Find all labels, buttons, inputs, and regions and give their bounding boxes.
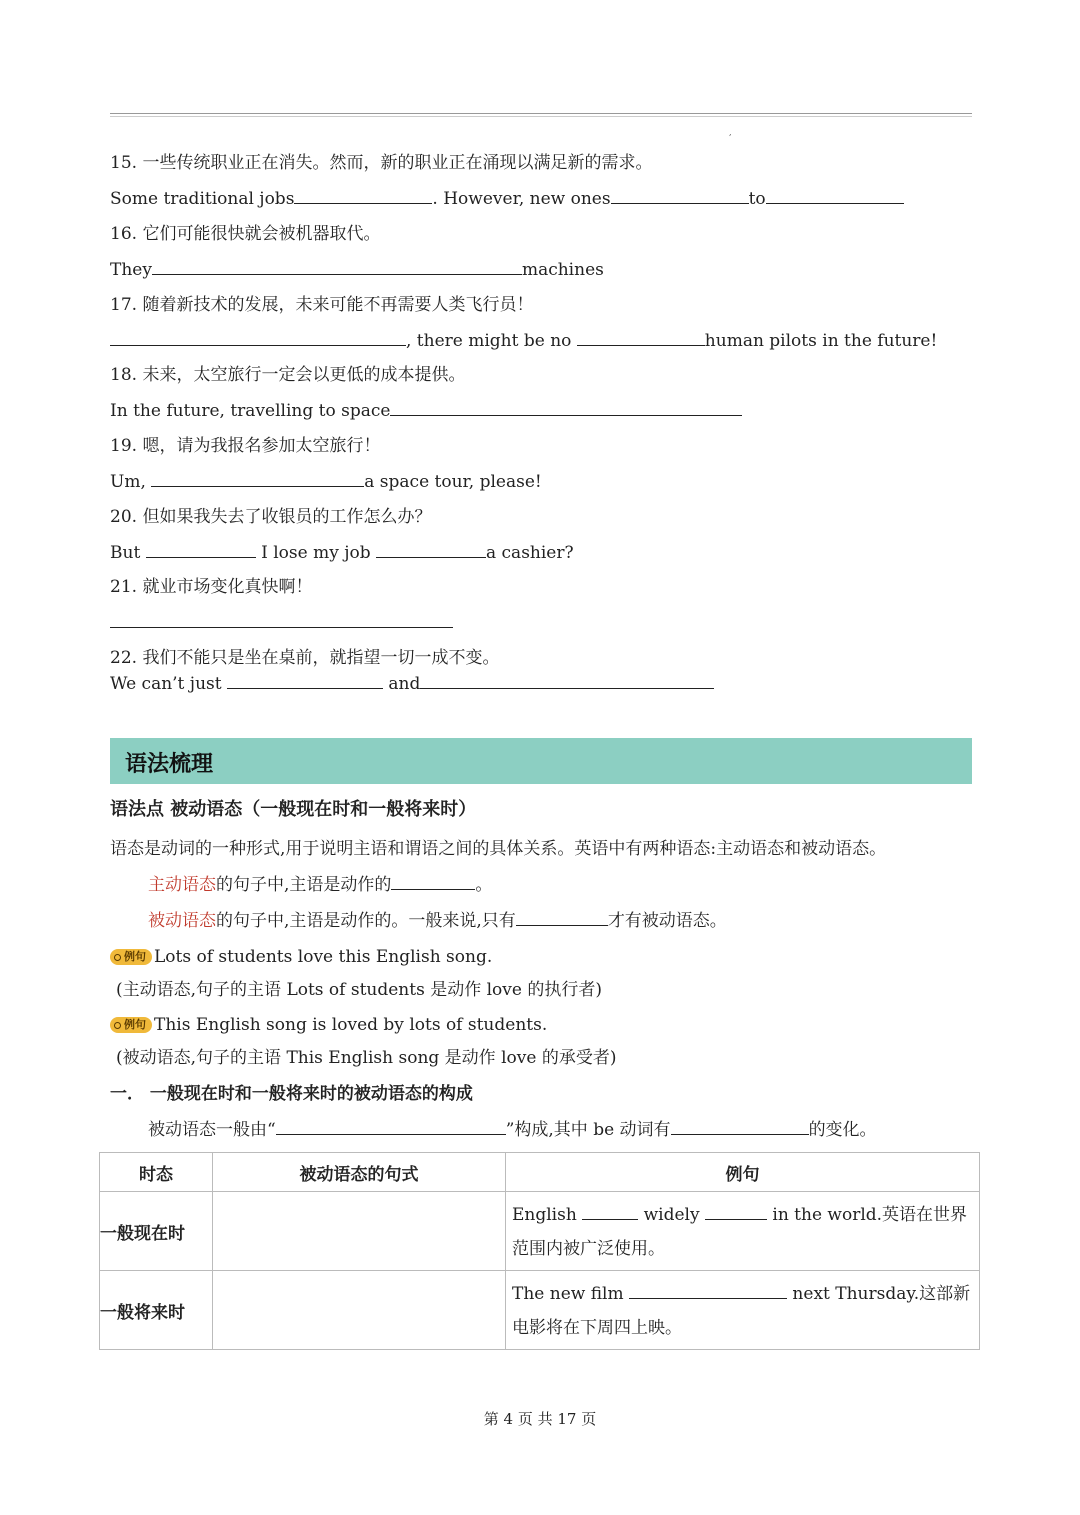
q20-blank-1[interactable] bbox=[146, 543, 256, 558]
q15-chinese: 15. 一些传统职业正在消失。然而，新的职业正在涌现以满足新的需求。 bbox=[110, 153, 653, 173]
active-voice-term: 主动语态 bbox=[148, 875, 216, 895]
q17-blank-1[interactable] bbox=[110, 331, 406, 346]
q15-blank-1[interactable] bbox=[294, 189, 432, 204]
q18-english: In the future, travelling to space bbox=[110, 400, 742, 422]
q18-chinese: 18. 未来，太空旅行一定会以更低的成本提供。 bbox=[110, 365, 466, 385]
row2-blank[interactable] bbox=[629, 1284, 787, 1299]
construct-line: 被动语态一般由“ ”构成,其中 be 动词有 的变化。 bbox=[148, 1120, 877, 1140]
grammar-intro: 语态是动词的一种形式,用于说明主语和谓语之间的具体关系。英语中有两种语态:主动语态和被动语态。 bbox=[110, 839, 887, 859]
q21-chinese: 21. 就业市场变化真快啊！ bbox=[110, 577, 313, 597]
header-tense: 时态 bbox=[100, 1153, 213, 1192]
example-2: 例句 This English song is loved by lots of students. bbox=[110, 1014, 547, 1036]
tense-cell: 一般将来时 bbox=[100, 1271, 213, 1350]
q17-chinese: 17. 随着新技术的发展，未来可能不再需要人类飞行员！ bbox=[110, 295, 534, 315]
table-header-row bbox=[100, 1153, 980, 1192]
construct-blank-1[interactable] bbox=[276, 1120, 506, 1135]
page-footer: 第 4 页 共 17 页 bbox=[483, 1410, 597, 1428]
grammar-point-title: 语法点 被动语态（一般现在时和一般将来时） bbox=[110, 799, 477, 820]
row1-blank-2[interactable] bbox=[705, 1205, 767, 1220]
q19-english: Um, a space tour, please! bbox=[110, 472, 542, 492]
header-tick: , bbox=[729, 128, 732, 137]
example-badge: 例句 bbox=[110, 1017, 152, 1033]
structure-cell[interactable] bbox=[213, 1192, 506, 1271]
q21-english bbox=[110, 612, 453, 634]
q16-blank[interactable] bbox=[152, 260, 522, 275]
q17-blank-2[interactable] bbox=[577, 331, 705, 346]
construct-blank-2[interactable] bbox=[671, 1120, 809, 1135]
q20-chinese: 20. 但如果我失去了收银员的工作怎么办？ bbox=[110, 507, 432, 527]
q16-english: They machines bbox=[110, 260, 604, 280]
table-row bbox=[100, 1271, 980, 1350]
q16-chinese: 16. 它们可能很快就会被机器取代。 bbox=[110, 224, 381, 244]
header-structure: 被动语态的句式 bbox=[213, 1153, 506, 1192]
passive-voice-line: 被动语态的句子中,主语是动作的。一般来说,只有 才有被动语态。 bbox=[148, 911, 727, 931]
q17-english: , there might be no human pilots in the future! bbox=[110, 330, 937, 352]
q19-chinese: 19. 嗯，请为我报名参加太空旅行！ bbox=[110, 436, 381, 456]
q15-english: Some traditional jobs . However, new ones to bbox=[110, 188, 904, 210]
active-blank[interactable] bbox=[391, 875, 475, 890]
example-1: 例句 Lots of students love this English song. bbox=[110, 946, 492, 968]
tense-cell: 一般现在时 bbox=[100, 1192, 213, 1271]
header-rule-secondary bbox=[110, 116, 972, 117]
passive-voice-term: 被动语态 bbox=[148, 911, 216, 931]
q21-blank[interactable] bbox=[110, 613, 453, 628]
table-row bbox=[100, 1192, 980, 1271]
q19-blank[interactable] bbox=[151, 472, 364, 487]
badge-dot-icon bbox=[114, 954, 121, 961]
section-header-bar bbox=[110, 738, 972, 784]
q18-blank[interactable] bbox=[390, 401, 742, 416]
passive-blank[interactable] bbox=[516, 911, 608, 926]
q20-blank-2[interactable] bbox=[376, 543, 486, 558]
sub-heading: 一． 一般现在时和一般将来时的被动语态的构成 bbox=[110, 1084, 473, 1104]
q15-blank-2[interactable] bbox=[611, 189, 749, 204]
structure-cell[interactable] bbox=[213, 1271, 506, 1350]
example-cell: The new film next Thursday.这部新电影将在下周四上映。 bbox=[506, 1271, 980, 1350]
active-voice-line: 主动语态的句子中,主语是动作的 。 bbox=[148, 875, 493, 895]
q22-chinese: 22. 我们不能只是坐在桌前，就指望一切一成不变。 bbox=[110, 648, 500, 668]
q22-blank-2[interactable] bbox=[420, 674, 714, 689]
section-title: 语法梳理 bbox=[125, 752, 214, 777]
header-watermark bbox=[855, 99, 970, 109]
row1-blank-1[interactable] bbox=[582, 1205, 638, 1220]
example-1-note: (主动语态,句子的主语 Lots of students 是动作 love 的执行者) bbox=[116, 980, 602, 1000]
header-rule bbox=[110, 113, 972, 114]
q20-english: But I lose my job a cashier? bbox=[110, 543, 574, 563]
example-2-note: (被动语态,句子的主语 This English song 是动作 love 的承受者) bbox=[116, 1048, 617, 1068]
q15-blank-3[interactable] bbox=[766, 189, 904, 204]
example-badge: 例句 bbox=[110, 949, 152, 965]
header-example: 例句 bbox=[506, 1153, 980, 1192]
badge-dot-icon bbox=[114, 1022, 121, 1029]
example-cell: English widely in the world.英语在世界范围内被广泛使用。 bbox=[506, 1192, 980, 1271]
q22-blank-1[interactable] bbox=[227, 674, 383, 689]
passive-voice-table bbox=[99, 1152, 980, 1350]
q22-english: We can’t just and bbox=[110, 673, 714, 695]
